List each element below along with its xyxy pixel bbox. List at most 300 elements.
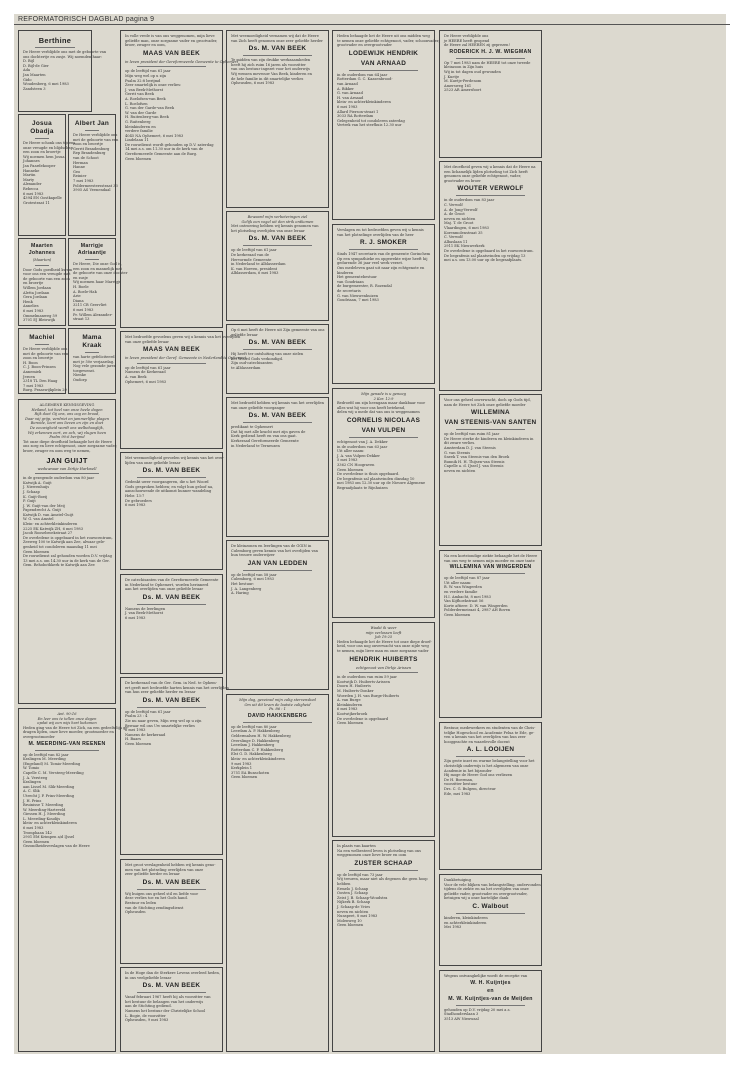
text-line: Geen bloemen: [125, 156, 152, 161]
deceased-name: CORNELIS NICOLAAS: [346, 416, 421, 424]
text-line: Kerk gediend heeft en van ons gaat.: [231, 434, 297, 439]
deceased-name: MAAS VAN BEEK: [142, 346, 201, 354]
text-line: in de ouderdom van 64 jaar: [337, 72, 388, 77]
text-line: 3701 EJ Bleiswijk: [23, 318, 55, 323]
text-line: 6 mei 1983: [337, 707, 358, 712]
text-line: A. Haring: [231, 591, 249, 596]
intro-line: Met bedroefd hebben wij kennis van het overlijden: [231, 401, 324, 405]
text-line: op de leeftijd van 61 jaar: [125, 365, 171, 370]
announcement-kraak: [68, 328, 116, 394]
text-line: Jeroen: [23, 374, 35, 379]
text-line: aanschouwende de uitkomst hunner wandeling: [125, 489, 212, 494]
intro-line: aan het overlijden van onze geliefde leraar: [125, 587, 204, 592]
text-line: W. Tomio: [23, 766, 40, 771]
divider: [456, 913, 525, 914]
text-line: op de leeftijd van 73 jaar: [337, 872, 383, 877]
text-line: van de Schoot: [73, 155, 99, 160]
text-line: H. Boon: [23, 360, 38, 365]
text-line: Vlaardingen, 6 mei 1983: [444, 225, 489, 230]
intro-line: je HEERE heeft geopend: [444, 38, 490, 43]
text-line: Zeeweg 100 te Katwijk aan Zee, alwaar gele-: [23, 540, 106, 545]
text-line: De overledene is thuis opgebaard.: [337, 472, 400, 477]
text-line: de burgemeester, R. Rozendal: [337, 284, 392, 289]
deceased-name: Mama Kraak: [82, 334, 102, 349]
text-line: onze vreugde en blijdschap: [23, 145, 73, 150]
text-line: L. Roelofsen: [125, 101, 148, 106]
deceased-name: Ds. M. VAN BEEK: [142, 878, 201, 886]
divider: [456, 429, 525, 430]
text-line: Korenmolenstraat 35: [444, 230, 483, 235]
divider: [243, 570, 312, 571]
text-line: W. van der Garde: [125, 110, 157, 115]
text-line: en achterkleinkinderen: [444, 920, 487, 925]
text-line: Dat hij met alle kracht met zijn gaven de: [231, 429, 306, 434]
text-line: met de geboorte van een: [73, 137, 119, 142]
text-line: en verdere familie: [444, 589, 478, 594]
text-line: in de ouderdom van ruim 59 jaar: [337, 675, 398, 680]
text-line: Hebr. 13:7: [125, 493, 145, 498]
text-line: 3905 AS Veenendaal: [73, 188, 111, 193]
intro-line: ons zorg en lieve echtgenoot, onze zorgzame vader,: [23, 444, 118, 449]
text-line: Door Gods goedheid kwam: [23, 267, 73, 272]
text-line: Jan Maarten: [23, 72, 46, 77]
intro-line: Op 6 mei heeft de Heere uit Zijn gemeente van ons: [231, 328, 325, 332]
text-line: H. van Arnaad: [337, 95, 364, 100]
announcement-vanbeek6: [226, 30, 329, 208]
text-line: op de leeftijd van ruim 81 jaar: [444, 432, 500, 437]
text-line: C. Verwolf: [444, 235, 463, 240]
text-line: klein- en achterkleinkinderen: [337, 100, 391, 105]
name-continued: VAN STEENIS-VAN SANTEN: [444, 419, 537, 427]
text-line: Wij noemen hem Josua.: [23, 154, 66, 159]
text-line: De H. Boerman,: [444, 777, 474, 782]
text-line: 6 mei 1983: [125, 728, 146, 733]
text-line: Herman: [73, 160, 88, 165]
text-line: K. van Hoeven, president: [231, 266, 278, 271]
intro-line: Tot onze diepe droefheid behaagde het de Heere: [23, 439, 113, 444]
text-line: en broertje: [23, 281, 44, 286]
text-line: De overledene is opgebaard in het rouwcentrum,: [23, 535, 113, 540]
text-line: voor ons een vreugde met: [23, 272, 71, 277]
text-line: Psalm 23 : 4: [125, 714, 148, 719]
divider: [456, 1005, 525, 1006]
text-line: Nienke: [73, 373, 87, 378]
verse-line: Heiland, tot heel van onze heele dagen: [31, 407, 103, 412]
intro-line: De catechisanten van de Gereformeerde Gemeente: [125, 578, 219, 582]
text-line: A. de Jong-Verwolf: [444, 207, 478, 212]
divider: [35, 344, 49, 345]
text-line: J. W. Guijt-van der Meij: [23, 503, 65, 508]
name-subtitle: in leven president der Gereformeerde Gemeente te Ophemert: [125, 59, 239, 64]
text-line: Leerdam A. P. Hakkenberg: [231, 729, 280, 734]
text-line: Overslinge D. Hakkenberg: [231, 738, 280, 743]
verse-line: Ps. 86 : 1: [269, 707, 286, 712]
text-line: Zijn grote inzet en warme belangstelling voor het: [444, 759, 535, 764]
text-line: Bunnik H. H. Thijsen-van Steenis: [444, 459, 505, 464]
text-line: de hele familie in dit smartelijke verlies: [231, 76, 304, 81]
text-line: verdere familie: [125, 129, 153, 134]
text-line: zoon en broertje: [73, 142, 103, 147]
text-line: kleinzoon in Zijn huis: [444, 65, 484, 70]
text-line: Uit aller naam:: [444, 580, 472, 585]
text-line: Het bestuur:: [231, 581, 255, 586]
deceased-name: C. Walbout: [472, 902, 509, 910]
divider: [456, 58, 525, 59]
text-line: hebben: [337, 881, 351, 886]
intro-line: Culemborg geven kennis van het overlijden van: [231, 548, 318, 553]
divider: [137, 889, 206, 890]
text-line: Utrecht J. P. Prins-Meerding: [23, 793, 75, 798]
text-line: Martin: [23, 173, 36, 178]
announcement-walbout: [439, 874, 542, 966]
deceased-name: ZUSTER SCHAAP: [354, 859, 413, 867]
intro-line: Wegens ontvangkelijke wordt de receptie van: [444, 974, 528, 978]
text-line: Uit aller naam:: [337, 449, 365, 454]
intro-line: Voor ons geheel onverwacht, doch op Gods tijd,: [444, 398, 531, 402]
intro-line: nam de Heere tot Zich onze geliefde moeder: [444, 402, 526, 407]
intro-line: De Heere verblijdde ons: [444, 34, 489, 38]
text-line: Zijn oud-catechisanten: [231, 361, 273, 366]
text-line: Wij wensen mevrouw Van Beek, kinderen en: [231, 71, 312, 76]
text-line: gehouden op D.V. vrijdag 20 mei a.s.: [444, 1007, 511, 1012]
divider: [137, 707, 206, 708]
divider: [349, 437, 418, 438]
intro-line: van onze geliefde leraar: [125, 339, 170, 344]
text-line: deze verlies toe en het Gods hand.: [125, 896, 188, 901]
text-line: de geboorte van een zoon: [23, 276, 70, 281]
verse-line: Om uit dit leven de laatste zaligheid: [244, 702, 311, 707]
announcement-kuijntjes: [439, 970, 542, 1052]
intro-line: Na een kortstondige ziekte behaagde het de Heere: [444, 554, 538, 558]
text-line: Katwijk A. Guijt: [23, 480, 52, 485]
text-line: kleinkinderen en: [125, 124, 156, 129]
text-line: L. Meerding-Koudijs: [23, 816, 61, 821]
announcement-wiegman: [439, 30, 542, 158]
text-line: Nunspeet, 8 mei 1983: [337, 914, 378, 919]
text-line: Namens de leerlingen: [125, 606, 166, 611]
intro-line: heid, voor ons nog onverwacht van onze zijde weg: [337, 644, 429, 649]
deceased-name: WILLEMINA: [471, 409, 510, 417]
text-line: Amsterdam D. J. van Steenis: [444, 445, 496, 450]
text-line: Woudenberg, 6 mei 1983: [23, 82, 69, 87]
text-line: Annelies: [23, 304, 39, 309]
text-line: op de leeftijd van 61 jaar: [125, 709, 171, 714]
text-line: H. Baars: [125, 737, 141, 742]
verse-line: mijn verlossen leeft: [365, 630, 402, 635]
text-line: Vanaf februari 1967 heeft hij als voorzitter van: [125, 995, 211, 1000]
text-line: Gedenkt uwer voorgangeren, die u het Woord: [125, 480, 209, 485]
deceased-name: Ds. M. VAN BEEK: [248, 412, 307, 420]
announcement-ledden: [226, 540, 329, 690]
divider: [85, 259, 99, 260]
intro-line: van onze geliefde voorganger: [231, 405, 286, 410]
text-line: 2911 EK Nieuwerkerk: [444, 244, 485, 249]
intro-line: in ons veelgeliefde leraar: [125, 975, 172, 980]
text-line: De overledene is opgebaard: [337, 716, 389, 721]
text-line: M. Kuetje-Perdenom: [444, 79, 482, 84]
text-line: Sinds 1947 secretaris van de gemeente Gorinchem: [337, 252, 431, 257]
divider: [243, 245, 312, 246]
announcement-maasvanbeek1: [120, 30, 239, 328]
text-line: Wij treuren, maar niet als degenen die geen hoop: [337, 877, 428, 882]
text-line: klein- en achterkleinkinderen: [231, 756, 285, 761]
text-line: gedurende 36 jaar veel werk verzet.: [337, 261, 404, 266]
text-line: 14 mei a.s. om 11.30 uur in de kerk van de: [125, 147, 204, 152]
text-line: J. H. Prins: [23, 798, 42, 803]
text-line: 2225 EK Katwijk ZH, 6 mei 1983: [23, 526, 83, 531]
text-line: Opheusden, 9 mei 1983: [125, 1018, 169, 1023]
intro-line: Heden behaagde het de Heere tot onze diepe droef-: [337, 639, 432, 644]
text-line: Mijn weg wel op u zijn: [125, 73, 167, 78]
text-line: Johannes: [23, 159, 40, 164]
text-line: Hij moge de Heere God ons verliezen: [444, 773, 513, 778]
text-line: Henk: [23, 299, 33, 304]
text-line: van harte gefeliciteerd: [73, 355, 115, 359]
text-line: Te midden van zijn drukke werkzaamheden: [231, 58, 311, 63]
announcement-verwolf: [439, 161, 542, 391]
text-line: mei a.s. om 13.00 uur op de begraafplaats.: [444, 258, 523, 263]
text-line: Academie in het bijzonder: [444, 768, 492, 773]
announcement-smoker: [332, 224, 435, 384]
text-line: Jacob Roosebroekstraat 27: [23, 531, 73, 536]
announcement-vanbeek9: [226, 397, 329, 537]
text-line: Leerdam J. Hakkenberg: [231, 743, 275, 748]
text-line: Nog vele gezonde jaren: [73, 364, 117, 369]
text-line: Gem. Rehobothkerk te Katwijk aan Zee: [23, 563, 95, 568]
announcement-vanbeek8: [226, 324, 329, 394]
text-line: de secretaris: [337, 288, 361, 293]
announcement-vanbeek4: [120, 859, 223, 964]
announcement-vanbeek1: [120, 452, 223, 570]
text-line: Arie: [73, 294, 81, 299]
text-line: kinderen: [337, 270, 354, 275]
text-line: 6 mei 1983: [23, 308, 44, 313]
text-line: Rebecca: [23, 186, 39, 191]
deceased-name: Josua Obadja: [30, 120, 54, 135]
text-line: J. Kuetje: [444, 74, 460, 79]
text-line: K. Guijt-Boeij: [23, 494, 48, 499]
text-line: Rotterdam C. P. Hakkenberg: [231, 747, 283, 752]
intro-line: van hun zeer geliefde herder en leraar: [125, 690, 196, 695]
verse-line: Daar wij grijp, verdriet en jammerlijke plagen: [25, 416, 109, 421]
verse-line: 2 Kor. 12:9: [373, 396, 394, 401]
divider: [456, 195, 525, 196]
verse-line: Waakt ik weer: [370, 626, 397, 630]
text-line: mei 1983 om 12.30 uur op de Nieuwe Algemene: [337, 481, 426, 486]
deceased-name: RODERICK H. J. W. WIEGMAN: [449, 48, 532, 55]
text-line: Namens de Kerkeraad: [125, 370, 166, 375]
intro-line: Heden ging van de Heere tot Zich, na een gedeeltelijk ge-: [23, 725, 129, 730]
text-line: te Alblasserdam: [231, 365, 261, 370]
text-line: Kralingen M. Meerding: [23, 757, 66, 762]
intro-line: broer, zwager en oom weg te nemen,: [23, 448, 91, 453]
text-line: 3513 AW Nieuwaal: [444, 1016, 479, 1021]
deceased-name: Ds. M. VAN BEEK: [142, 593, 201, 601]
text-line: en zusje: [73, 275, 88, 280]
text-line: Vertrek van het sterfhuis 12.30 uur: [337, 123, 402, 128]
text-line: Zie nu naar geven, Mijn weg wel op u zijn: [125, 718, 202, 723]
text-line: A. de Groot: [444, 212, 465, 217]
announcement-meerding: [18, 708, 129, 1052]
intro-line: ven u kennis van het overlijden van hun zeer: [444, 735, 526, 740]
text-line: 9 mei 1983: [231, 761, 252, 766]
text-line: in Nederland te Alblasserdam: [231, 262, 286, 267]
text-line: ons dochtertje en zusje. Wij noemden haar:: [23, 54, 102, 59]
text-line: Zandsteen 3: [23, 86, 46, 91]
text-line: van ons bestuur ingezet voor het onderwijs: [231, 67, 310, 72]
intro-line: Met bedroefde gevoelens geven wij u kennis van het overlijden: [125, 335, 241, 339]
text-line: Marty: [23, 177, 35, 182]
intro-line: grootvader en overgrootvader: [337, 43, 392, 48]
text-line: Papendrecht A. Guijt: [23, 508, 61, 513]
text-line: voorzitter bestuur: [444, 782, 478, 787]
text-line: op de leeftijd van 61 jaar: [125, 69, 171, 74]
text-line: Stadhouderslaan 3: [444, 1012, 479, 1017]
intro-line: betuigen wij u onze hartelijke dank: [444, 896, 509, 901]
text-line: 3751 EA Bunschoten: [231, 770, 270, 775]
text-line: straat 13: [73, 317, 90, 322]
announcement-vanbeek2: [120, 574, 223, 674]
text-line: De kerkeraad van de: [231, 252, 269, 257]
divider: [243, 722, 312, 723]
text-line: op de leeftijd van 58 jaar: [231, 572, 277, 577]
text-line: G. van Steenis: [444, 450, 471, 455]
text-line: Allard Pierson-straat 1: [337, 109, 379, 114]
text-line: 4045 NA Ophemert, 6 mei 1983: [125, 133, 184, 138]
intro-line: hooggeachte en waardevolle docent: [444, 739, 510, 744]
announcement-maarten: [18, 238, 73, 326]
text-line: Geo: [73, 169, 81, 174]
text-line: De Heere sterke de kinderen en kleinkinderen in: [444, 436, 534, 441]
text-line: D. Bijl: [23, 59, 35, 64]
deceased-name: LODEWIJK HENDRIK: [348, 49, 419, 57]
deceased-name: Marrigje Adriaantje: [77, 243, 107, 256]
deceased-name: Machiel: [29, 334, 55, 341]
text-line: Annemiek: [23, 369, 42, 374]
announcement-vulpen: [332, 388, 435, 618]
announcement-vanbeek5: [120, 967, 223, 1052]
text-line: H. Ruitenberg-van Beek: [125, 115, 169, 120]
verse-line: Bereide, leert ons lieven en zijn en doet: [30, 421, 104, 426]
divider: [35, 750, 99, 751]
intro-line: telijke Hogeschool en Academie Felua te Ede, ge-: [444, 730, 535, 735]
intro-line: alles wat hij voor ons heeft betekend,: [337, 405, 406, 410]
verse-line: Wij erkennen eert, en ach, wij vlugen heen: [27, 430, 107, 435]
text-line: G. van Nieuwenhuizen: [337, 293, 379, 298]
name-continued: VAN ARNAAD: [360, 59, 407, 67]
text-line: 13 mei a.s. om 14.30 uur in de kerk van de Ger.: [23, 558, 110, 563]
text-line: het Woord Gods verkondigd.: [231, 356, 284, 361]
text-line: Giessen H. J. Meerding: [23, 812, 65, 817]
deceased-name: HENDRIK HUIBERTS: [349, 655, 418, 663]
text-line: Kerkeraad Gereformeerde Gemeente: [231, 438, 299, 443]
verse-line: Ant. 90:16: [57, 712, 77, 716]
intro-line: Verslagen en tot bedroefden geven wij u kennis: [337, 228, 424, 232]
text-line: A. van Burge: [337, 698, 361, 703]
divider: [456, 573, 525, 574]
text-line: 6 mei 1983: [125, 503, 146, 508]
text-line: op de leeftijd van 82 jaar: [23, 752, 69, 757]
verse-line: Mijn dag, geveinsd mijn zalig stervensbed: [239, 698, 316, 702]
name-subtitle: echtgenoot van Dirkje Arissen: [355, 665, 412, 670]
text-line: zoon en broertje: [23, 356, 53, 361]
text-line: Geen bloemen: [23, 839, 50, 844]
intro-line: De kerkeraad van de Ger. Gem. in Ned. te Ophem-: [125, 681, 217, 685]
text-line: Woerden J. H. van Burge-Huiberts: [337, 693, 400, 698]
text-line: (Engeland) M. Tomio-Meerding: [23, 761, 81, 766]
text-line: Tromphaan 142: [23, 830, 52, 835]
text-line: Mei 1983: [444, 925, 462, 930]
text-line: Pr. Willem Alexander-: [73, 312, 113, 317]
intro-line: In de Hoge dan de Sterkere Levens overleed heden,: [125, 971, 221, 975]
text-line: 6 mei 1983: [73, 307, 94, 312]
text-line: een zoon en broertje: [23, 150, 61, 155]
text-line: Rotterdam G. C. Kaasenbrood-: [337, 77, 393, 82]
intro-line: overgrootmoeder: [23, 734, 55, 739]
text-line: Gera Jordaan: [23, 295, 48, 300]
intro-line: van Zich heeft genomen onze zeer geliefde herder: [231, 38, 323, 43]
text-line: in de ouderdom van 83 jaar: [444, 198, 495, 203]
divider: [137, 992, 206, 993]
notice-header: ALGEMENE KENNISGEVING: [39, 403, 95, 407]
text-line: Het gemeentebestuur: [337, 275, 377, 280]
divider: [35, 138, 49, 139]
text-line: J. van Beek-Methorst: [125, 611, 164, 616]
text-line: in Nederland te Terneuzen: [231, 443, 280, 448]
text-line: aan de Stichting gediend.: [125, 1004, 172, 1009]
text-line: Zeist J. B. Schaap-Woudstra: [337, 895, 388, 900]
intro-line: Met droefheid geven wij u kennis dat de Heere na: [444, 165, 536, 169]
announcement-lodewijk: [332, 30, 440, 220]
text-line: 6 mei 1983: [23, 191, 44, 196]
text-line: Wij in tot dagen oud gewonden: [444, 69, 501, 74]
divider: [35, 473, 99, 474]
text-line: Op 7 mei 1983 nam de HEERE tot onze tweede: [444, 60, 531, 65]
announcement-machiel: [18, 328, 69, 394]
text-line: Hervormde Gemeente: [231, 257, 272, 262]
text-line: Gerrit Brandenburg: [73, 146, 110, 151]
text-line: op de leeftijd van 80 jaar: [231, 724, 277, 729]
intro-line: lijden van onze geliefde leraar: [125, 460, 181, 465]
text-line: Geen bloemen: [125, 741, 152, 746]
text-line: Oosten J. Schaap: [337, 891, 368, 896]
intro-line: de Heere zal HEEREN zij geprezen!: [444, 43, 510, 48]
text-line: Opheusden, 6 mei 1983: [231, 81, 275, 86]
deceased-name: W. H. Kuijntjes: [470, 979, 511, 986]
text-line: Amersweg 161: [444, 83, 472, 88]
divider: [456, 756, 525, 757]
text-line: De overledene is opgebaard in het rouwcentrum.: [444, 248, 534, 253]
text-line: De Heere verblijdde ons met de geboorte van: [23, 50, 107, 54]
text-line: A. Boele-Hak: [73, 289, 97, 294]
verse-line: De eeuwigheid wordt ons welbehaaglijk,: [29, 425, 104, 430]
deceased-name: JAN VAN LEDDEN: [247, 559, 308, 567]
text-line: Aletta Jordaan: [23, 290, 50, 295]
text-line: W. G. van Amstel: [23, 517, 54, 522]
text-line: Bruinisse T. Meerding: [23, 803, 64, 808]
text-line: Doorn H. Huiberts: [337, 684, 371, 689]
text-line: Rep Brandenburg: [73, 151, 106, 156]
text-line: Kerkplein 1: [231, 766, 253, 771]
intro-line: geliefde vader, grootvader en overgrootvader,: [444, 891, 528, 896]
text-line: echtgenoot van J. A. Dekker: [337, 439, 388, 444]
text-line: Grotestraat 11: [23, 200, 50, 205]
text-line: Geen bloemen: [231, 775, 258, 780]
intro-line: een lichamelijk lijden plotseling tot Zich heeft: [444, 169, 528, 174]
text-line: predikant te Ophemert: [231, 425, 273, 430]
text-line: 6 mei 1983: [125, 615, 146, 620]
text-line: Oudorp: [73, 377, 87, 382]
